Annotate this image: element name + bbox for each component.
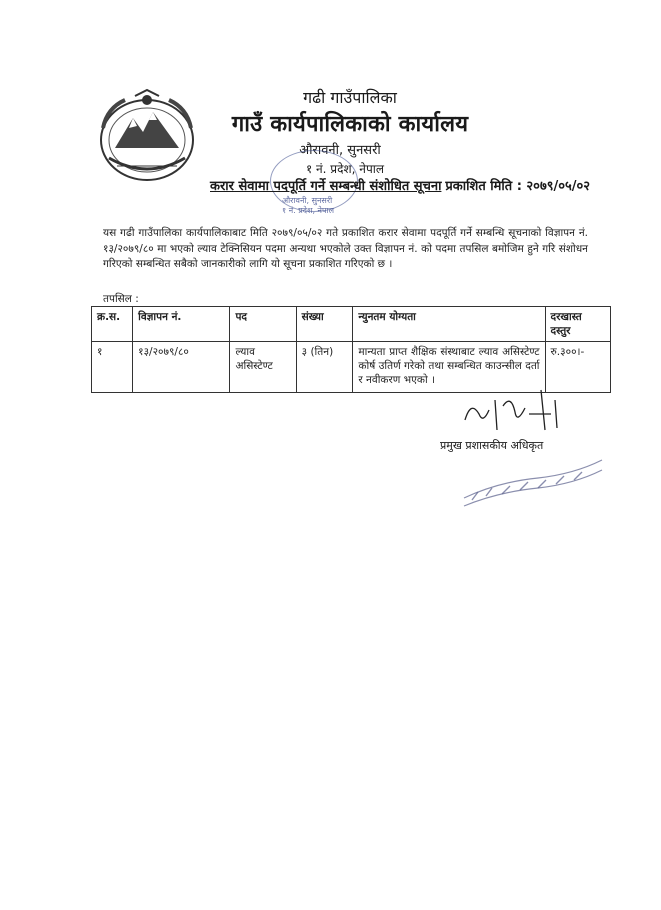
col-ad-number: विज्ञापन नं. xyxy=(133,307,230,342)
col-qualification: न्युनतम योग्यता xyxy=(353,307,545,342)
office-location: औरावनी, सुनसरी xyxy=(299,143,381,158)
cell-qualification: मान्यता प्राप्त शैक्षिक संस्थाबाट ल्याव असिस्टेण्ट कोर्ष उतिर्ण गरेको तथा सम्बन्धित काउन्सील दर्ता र नवीकरण भएको । xyxy=(353,342,545,393)
officer-designation: प्रमुख प्रशासकीय अधिकृत xyxy=(440,439,544,452)
cell-fee: रु.३००।- xyxy=(545,342,610,393)
col-fee: दरखास्त दस्तुर xyxy=(545,307,610,342)
signature-icon xyxy=(455,380,575,440)
municipality-name: गढी गाउँपालिका xyxy=(303,88,397,107)
cell-count: ३ (तिन) xyxy=(296,342,353,393)
notice-subject: करार सेवामा पदपूर्ति गर्ने सम्बन्धी संशोधित सूचना xyxy=(210,179,442,194)
notice-body: यस गढी गाउँपालिका कार्यपालिकाबाट मिति २०७९/०५/०२ गते प्रकाशित करार सेवामा पदपूर्ति गर्ने सम्बन्धि सूचनाको विज्ञापन नं. १३/२०७९/८० मा भएको ल्याव टेक्निसियन पदमा अन्यथा भएकोले उक्त विज्ञापन नं. को पदमा तपसिल बमोजिम हुने गरि संशोधन गरिएको सम्बन्धित सबैको जानकारीको लागि यो सूचना प्रकाशित गरिएको छ । xyxy=(103,227,588,270)
cell-serial: १ xyxy=(92,342,133,393)
published-date: प्रकाशित मिति : २०७९/०५/०२ xyxy=(445,179,590,194)
col-post: पद xyxy=(230,307,296,342)
notice-header-line xyxy=(210,176,590,194)
office-province: १ नं. प्रदेश, नेपाल xyxy=(305,162,385,176)
schedule-label: तपसिल : xyxy=(103,293,139,305)
table-header-row xyxy=(92,307,611,342)
cell-ad-number: १३/२०७९/८० xyxy=(133,342,230,393)
stamp-text: औरावनी, सुनसरी १ नं. प्रदेश, नेपाल xyxy=(282,196,335,215)
officer-stamp-icon xyxy=(458,452,608,510)
nepal-emblem-icon xyxy=(95,88,199,184)
col-count: संख्या xyxy=(296,307,353,342)
office-name: गाउँ कार्यपालिकाको कार्यालय xyxy=(231,112,469,137)
cell-post: ल्याव असिस्टेण्ट xyxy=(230,342,296,393)
col-serial: क्र.स. xyxy=(92,307,133,342)
